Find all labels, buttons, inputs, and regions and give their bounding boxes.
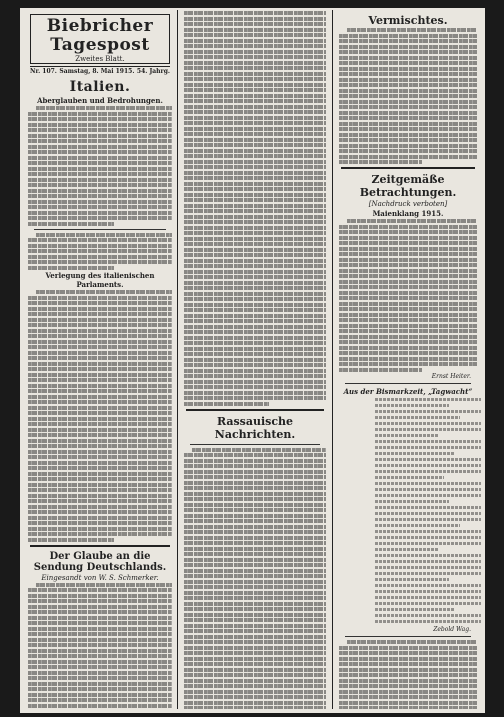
section-title: Italien. — [69, 79, 131, 95]
article-text — [339, 640, 477, 709]
column-rule — [332, 10, 333, 709]
section-title: Vermischtes. — [368, 14, 448, 27]
article-note: [Nachdruck verboten] — [368, 200, 448, 208]
article-heading: Der Glaube an die Sendung Deutschlands. — [33, 550, 167, 573]
divider — [341, 167, 475, 169]
article-place: Maienklang 1915. — [372, 209, 444, 218]
author-signature: Zebold Wag. — [433, 626, 471, 633]
issue-info — [30, 66, 170, 75]
divider — [30, 545, 170, 547]
article-heading: Zeitgemäße Betrachtungen. — [359, 173, 457, 199]
newspaper-title: Biebricher Tagespost — [46, 16, 154, 55]
article-text — [28, 583, 172, 710]
divider — [345, 636, 471, 637]
divider — [190, 444, 320, 445]
column-left — [24, 10, 176, 709]
issue-year: 54. Jahrg. — [136, 68, 170, 75]
divider — [345, 383, 471, 384]
column-middle — [180, 10, 330, 709]
column-rule — [177, 10, 178, 709]
section-title: Rassauische Nachrichten. — [214, 414, 296, 441]
issue-date: Samstag, 8. Mai 1915. — [59, 68, 135, 75]
article-text — [339, 28, 477, 164]
article-heading: Verlegung des italienischen Parlaments. — [45, 271, 155, 289]
poem-title: Aus der Bismarkzeit, „Tagwacht“ — [343, 387, 473, 396]
divider — [186, 409, 324, 411]
article-text — [28, 106, 172, 226]
article-text — [339, 219, 477, 372]
article-text — [28, 290, 172, 542]
issue-number: Nr. 107. — [30, 68, 57, 75]
masthead — [30, 14, 170, 64]
divider — [34, 229, 166, 230]
poem-text — [375, 398, 481, 623]
article-byline: Eingesandt von W. S. Schmerker. — [41, 573, 159, 582]
author-signature: Ernst Heiter. — [431, 373, 471, 380]
column-right — [335, 10, 481, 709]
article-text — [184, 11, 326, 406]
newspaper-subtitle: Zweites Blatt. — [75, 55, 125, 63]
article-text — [28, 233, 172, 270]
section-subtitle: Aberglauben und Bedrohungen. — [37, 96, 163, 105]
article-text — [184, 448, 326, 710]
